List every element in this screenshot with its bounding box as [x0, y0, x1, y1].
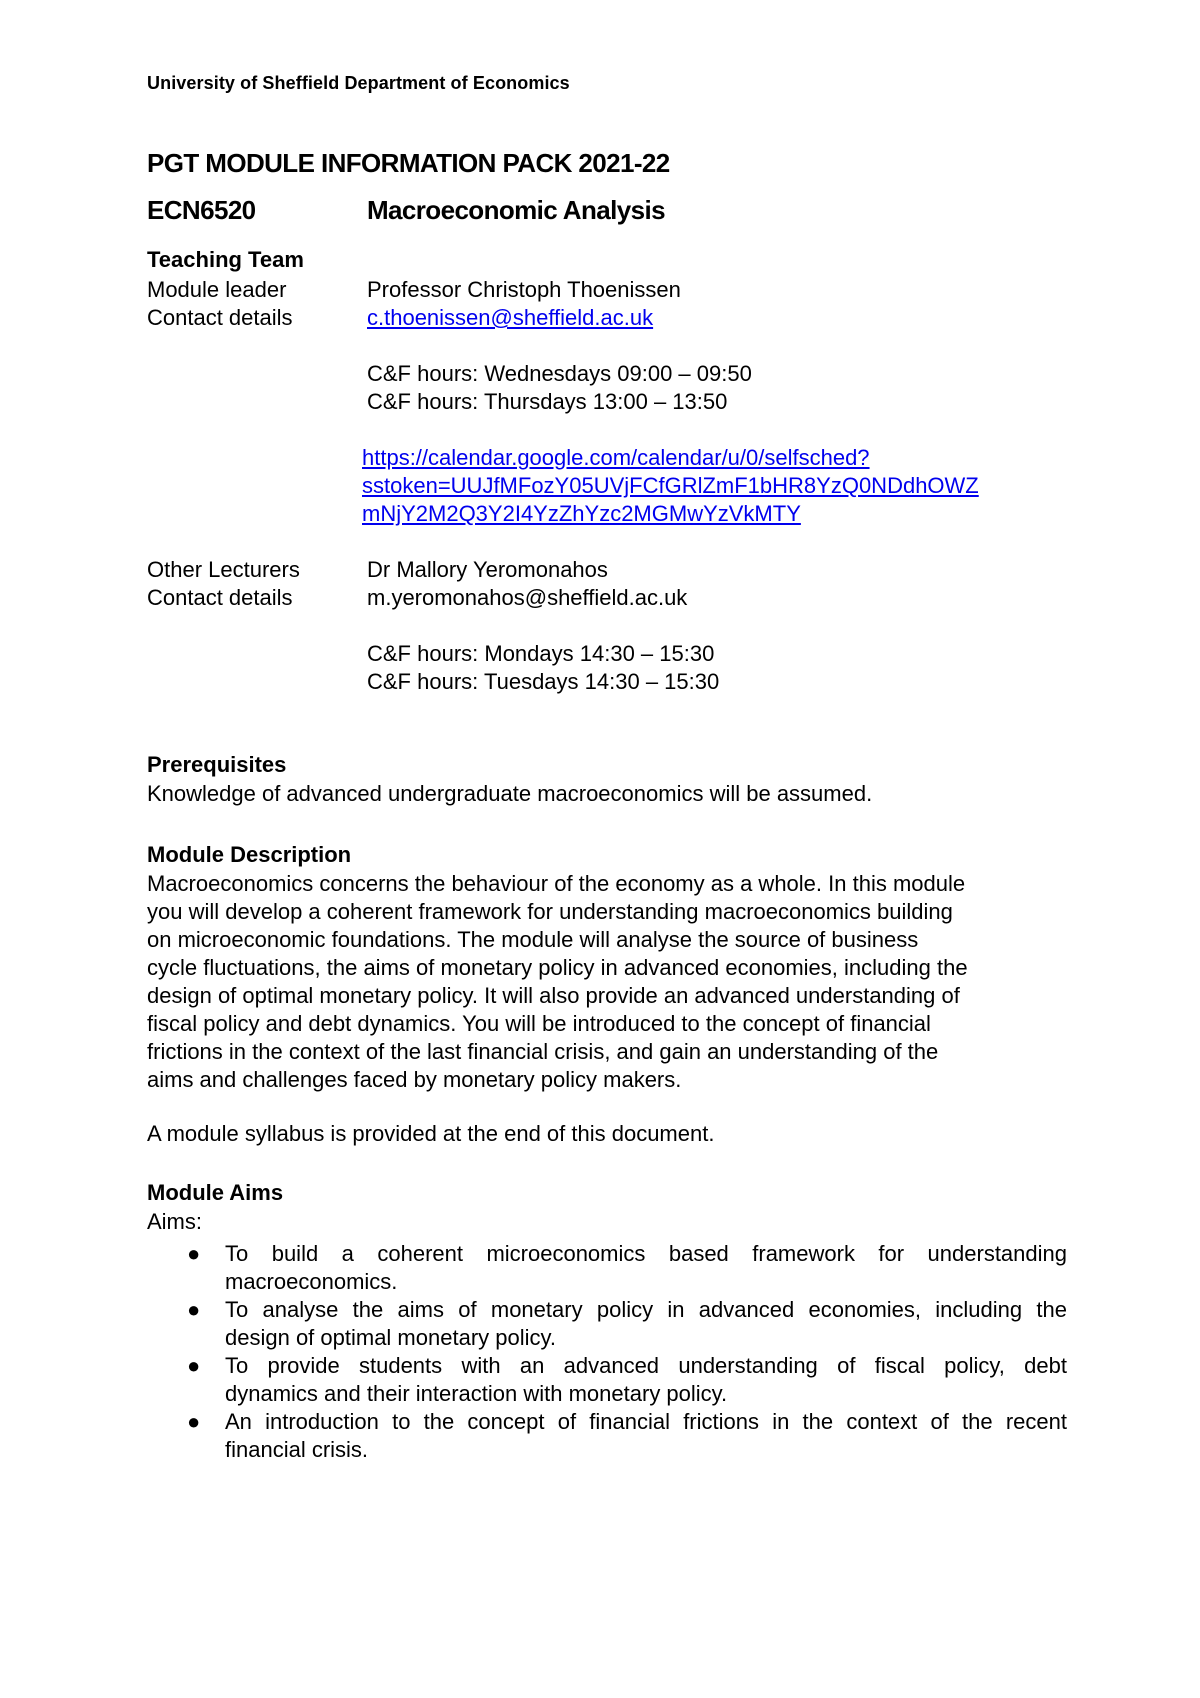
leader-contact-label: Contact details — [147, 305, 293, 330]
aims-intro — [147, 1208, 1067, 1236]
aim-line: financial crisis. — [225, 1437, 369, 1462]
aim-line: To provide students with an advanced understanding of fiscal policy, debt — [225, 1353, 1067, 1378]
bullet-icon: ● — [187, 1353, 201, 1378]
bullet-icon: ● — [187, 1409, 201, 1434]
description-line: on microeconomic foundations. The module will analyse the source of business — [147, 927, 919, 952]
description-line: design of optimal monetary policy. It will also provide an advanced understanding of — [147, 983, 960, 1008]
pack-title: PGT MODULE INFORMATION PACK 2021-22 — [147, 148, 670, 178]
aims-heading: Module Aims — [147, 1180, 284, 1205]
aim-line: macroeconomics. — [225, 1269, 398, 1294]
aims-intro-line: Aims: — [147, 1209, 202, 1234]
leader-hours-text: C&F hours: Wednesdays 09:00 – 09:50 — [367, 361, 752, 386]
module-code: ECN6520 — [147, 195, 256, 225]
aim-line: To build a coherent microeconomics based framework for understanding — [225, 1241, 1067, 1266]
other-hours-text: C&F hours: Tuesdays 14:30 – 15:30 — [367, 669, 720, 694]
calendar-link-line: https://calendar.google.com/calendar/u/0/selfsched? — [362, 445, 870, 470]
bullet-icon: ● — [187, 1241, 201, 1266]
description-line: you will develop a coherent framework for understanding macroeconomics building — [147, 899, 953, 924]
department-header: University of Sheffield Department of Economics — [147, 73, 570, 93]
syllabus-note-line: A module syllabus is provided at the end of this document. — [147, 1121, 715, 1146]
calendar-booking-link[interactable] — [362, 444, 979, 528]
prerequisites-heading: Prerequisites — [147, 752, 287, 777]
description-line: cycle fluctuations, the aims of monetary policy in advanced economies, including the — [147, 955, 968, 980]
leader-email-link[interactable]: c.thoenissen@sheffield.ac.uk — [367, 305, 654, 330]
description-line: frictions in the context of the last financial crisis, and gain an understanding of the — [147, 1039, 939, 1064]
aims-list-item — [147, 1240, 1067, 1296]
teaching-team-heading: Teaching Team — [147, 247, 304, 272]
calendar-link-block — [362, 444, 979, 528]
description-line: Macroeconomics concerns the behaviour of the economy as a whole. In this module — [147, 871, 966, 896]
aims-list — [147, 1240, 1067, 1464]
aims-list-item — [147, 1408, 1067, 1464]
module-leader-label: Module leader — [147, 277, 287, 302]
description-paragraph — [147, 870, 1067, 1094]
other-lecturers-label: Other Lecturers — [147, 557, 300, 582]
module-name: Macroeconomic Analysis — [367, 195, 665, 225]
calendar-link-line: mNjY2M2Q3Y2I4YzZhYzc2MGMwYzVkMTY — [362, 501, 801, 526]
other-hours-text: C&F hours: Mondays 14:30 – 15:30 — [367, 641, 715, 666]
module-leader-name: Professor Christoph Thoenissen — [367, 277, 681, 302]
prerequisites-text — [147, 780, 1067, 808]
other-lecturer-name: Dr Mallory Yeromonahos — [367, 557, 608, 582]
description-line: fiscal policy and debt dynamics. You will be introduced to the concept of financial — [147, 1011, 931, 1036]
aim-line: An introduction to the concept of financial frictions in the context of the recent — [225, 1409, 1067, 1434]
aim-line: To analyse the aims of monetary policy in advanced economies, including the — [225, 1297, 1067, 1322]
syllabus-note — [147, 1120, 1067, 1148]
description-line: aims and challenges faced by monetary policy makers. — [147, 1067, 682, 1092]
leader-hours-text: C&F hours: Thursdays 13:00 – 13:50 — [367, 389, 728, 414]
bullet-icon: ● — [187, 1297, 201, 1322]
aims-list-item — [147, 1296, 1067, 1352]
aim-line: dynamics and their interaction with monetary policy. — [225, 1381, 728, 1406]
other-contact-label: Contact details — [147, 585, 293, 610]
calendar-link-line: sstoken=UUJfMFozY05UVjFCfGRlZmF1bHR8YzQ0NDdhOWZ — [362, 473, 979, 498]
other-email: m.yeromonahos@sheffield.ac.uk — [367, 585, 688, 610]
prerequisites-line: Knowledge of advanced undergraduate macroeconomics will be assumed. — [147, 781, 873, 806]
aim-line: design of optimal monetary policy. — [225, 1325, 556, 1350]
aims-list-item — [147, 1352, 1067, 1408]
description-heading: Module Description — [147, 842, 352, 867]
